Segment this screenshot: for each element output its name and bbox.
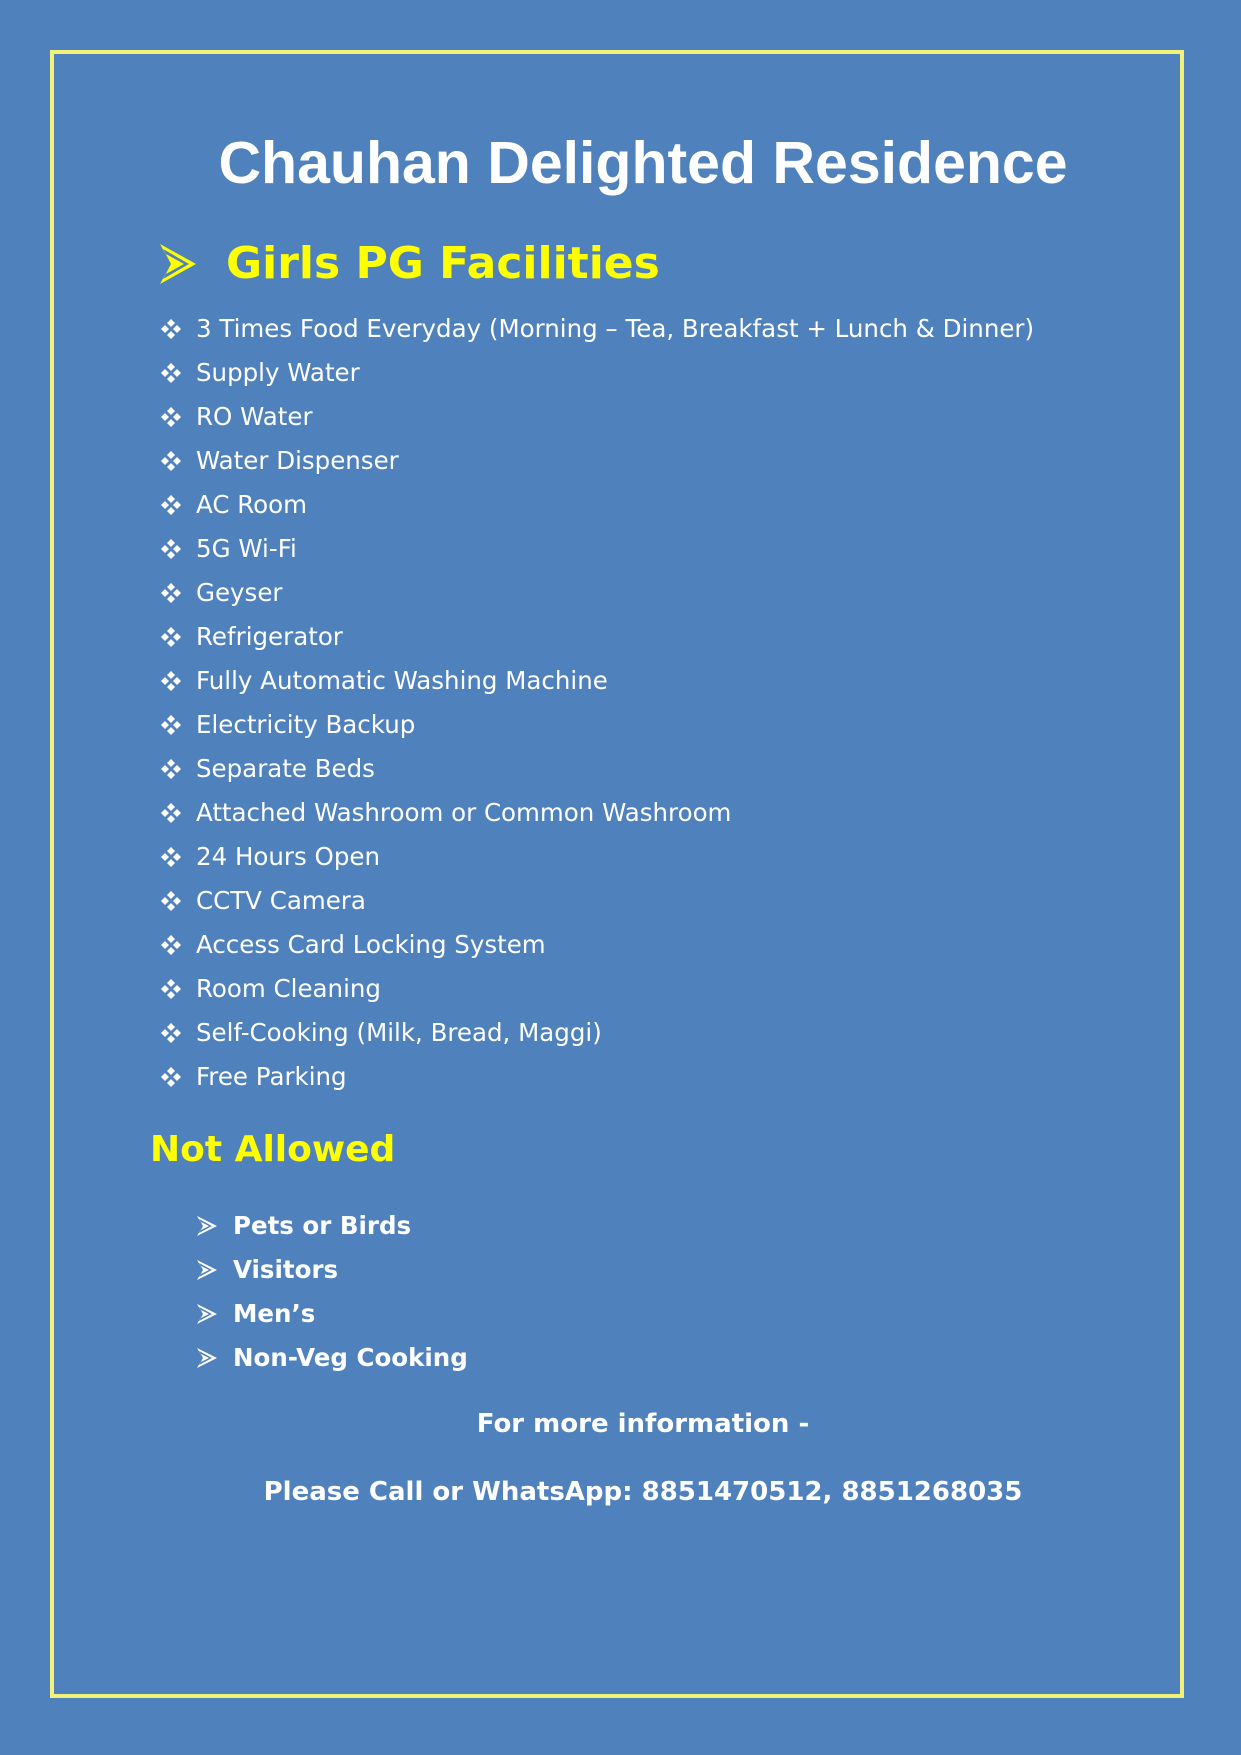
diamond-bullet-icon — [160, 406, 182, 428]
list-item-label: Fully Automatic Washing Machine — [196, 666, 608, 695]
not-allowed-heading: Not Allowed — [150, 1129, 396, 1170]
list-item-label: Supply Water — [196, 358, 360, 387]
list-item — [160, 439, 1034, 483]
arrow-bullet-icon — [196, 1215, 218, 1237]
arrow-bullet-icon — [196, 1347, 218, 1369]
list-item — [196, 1204, 468, 1248]
list-item — [160, 923, 1034, 967]
diamond-bullet-icon — [160, 1022, 182, 1044]
diamond-bullet-icon — [160, 890, 182, 912]
list-item-label: Self-Cooking (Milk, Bread, Maggi) — [196, 1018, 602, 1047]
diamond-bullet-icon — [160, 934, 182, 956]
contact-phone-numbers: Please Call or WhatsApp: 8851470512, 8851268035 — [263, 1477, 1023, 1507]
list-item-label: Free Parking — [196, 1062, 347, 1091]
contact-info-heading: For more information - — [476, 1409, 810, 1439]
list-item — [196, 1248, 468, 1292]
list-item-label: Non-Veg Cooking — [233, 1343, 468, 1372]
diamond-bullet-icon — [160, 450, 182, 472]
list-item-label: 24 Hours Open — [196, 842, 380, 871]
list-item-label: 3 Times Food Everyday (Morning – Tea, Breakfast + Lunch & Dinner) — [196, 314, 1035, 343]
diamond-bullet-icon — [160, 362, 182, 384]
list-item — [160, 351, 1034, 395]
diamond-bullet-icon — [160, 626, 182, 648]
list-item — [196, 1292, 468, 1336]
list-item-label: 5G Wi-Fi — [196, 534, 297, 563]
diamond-bullet-icon — [160, 670, 182, 692]
diamond-bullet-icon — [160, 538, 182, 560]
list-item — [160, 1011, 1034, 1055]
arrow-bullet-icon — [196, 1303, 218, 1325]
facility-list — [160, 307, 1034, 1099]
list-item — [160, 571, 1034, 615]
list-item-label: AC Room — [196, 490, 307, 519]
list-item-label: RO Water — [196, 402, 313, 431]
list-item — [160, 659, 1034, 703]
list-item — [160, 1055, 1034, 1099]
list-item-label: Access Card Locking System — [196, 930, 546, 959]
arrow-bullet-icon — [158, 242, 198, 286]
diamond-bullet-icon — [160, 846, 182, 868]
list-item — [160, 703, 1034, 747]
diamond-bullet-icon — [160, 802, 182, 824]
diamond-bullet-icon — [160, 978, 182, 1000]
diamond-bullet-icon — [160, 582, 182, 604]
diamond-bullet-icon — [160, 1066, 182, 1088]
list-item — [160, 747, 1034, 791]
list-item — [160, 791, 1034, 835]
list-item — [196, 1336, 468, 1380]
facilities-heading-text: Girls PG Facilities — [226, 238, 660, 289]
list-item — [160, 967, 1034, 1011]
list-item — [160, 307, 1034, 351]
list-item-label: Visitors — [233, 1255, 339, 1284]
list-item-label: CCTV Camera — [196, 886, 366, 915]
list-item-label: Water Dispenser — [196, 446, 399, 475]
list-item — [160, 395, 1034, 439]
list-item-label: Attached Washroom or Common Washroom — [196, 798, 732, 827]
diamond-bullet-icon — [160, 494, 182, 516]
list-item — [160, 879, 1034, 923]
facilities-heading — [158, 232, 660, 296]
list-item — [160, 483, 1034, 527]
diamond-bullet-icon — [160, 758, 182, 780]
list-item-label: Pets or Birds — [233, 1211, 412, 1240]
not-allowed-list — [196, 1204, 468, 1380]
list-item — [160, 615, 1034, 659]
arrow-bullet-icon — [196, 1259, 218, 1281]
list-item-label: Men’s — [233, 1299, 316, 1328]
list-item-label: Geyser — [196, 578, 283, 607]
list-item — [160, 527, 1034, 571]
list-item-label: Separate Beds — [196, 754, 375, 783]
diamond-bullet-icon — [160, 714, 182, 736]
diamond-bullet-icon — [160, 318, 182, 340]
list-item-label: Refrigerator — [196, 622, 343, 651]
list-item — [160, 835, 1034, 879]
list-item-label: Electricity Backup — [196, 710, 416, 739]
page-title: Chauhan Delighted Residence — [218, 130, 1068, 196]
list-item-label: Room Cleaning — [196, 974, 381, 1003]
